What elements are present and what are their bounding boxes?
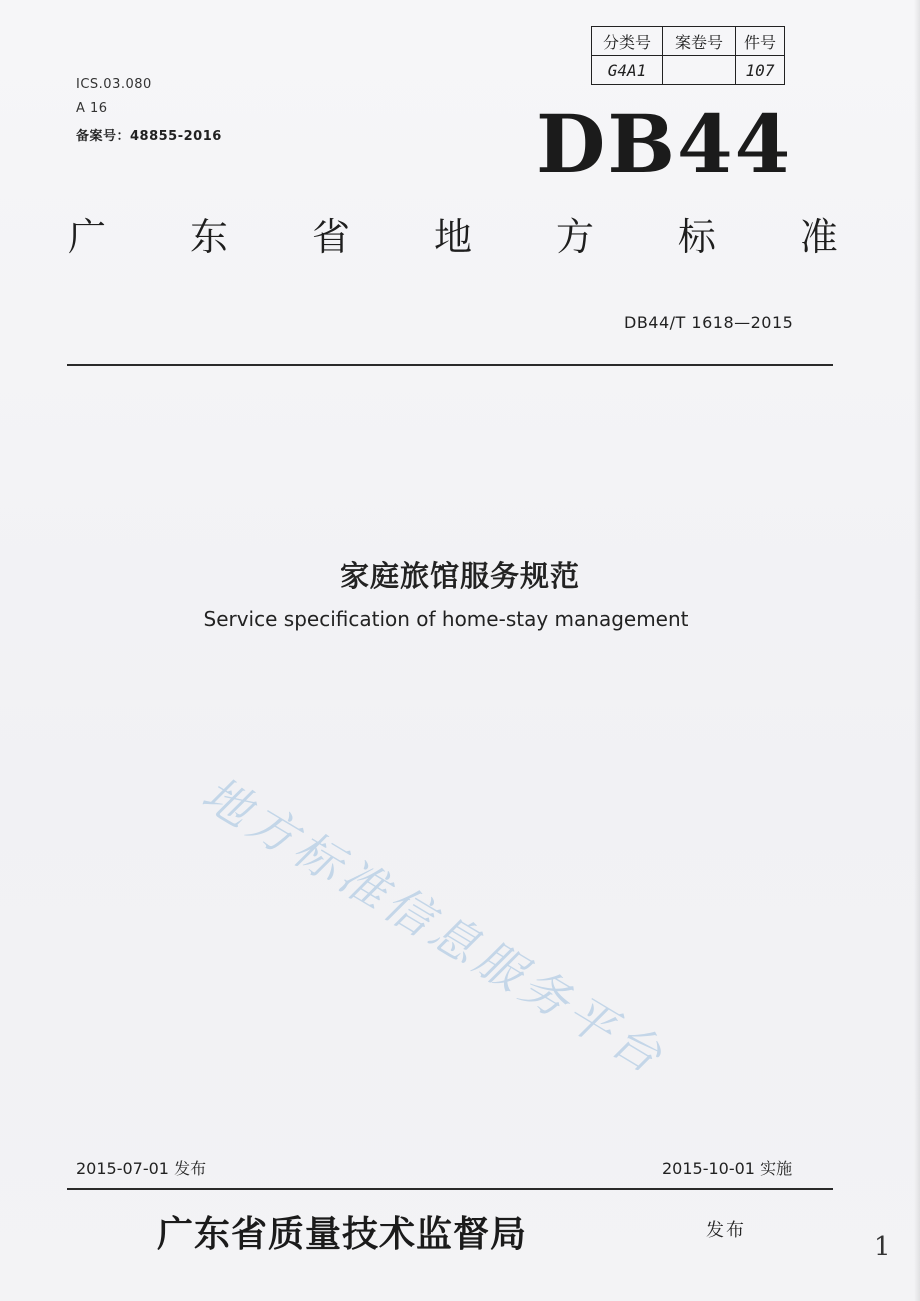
ics-code: ICS.03.080: [76, 77, 152, 92]
standard-type-char: 省: [311, 215, 350, 259]
standard-type-char: 地: [433, 215, 472, 259]
record-number: 备案号：48855-2016: [76, 129, 222, 144]
publish-date: 2015-07-01 发布: [76, 1159, 207, 1178]
standard-type: [68, 215, 838, 259]
title-chinese: 家庭旅馆服务规范: [339, 559, 580, 593]
standard-type-char: 东: [189, 215, 228, 259]
standard-type-char: 标: [677, 215, 716, 259]
watermark: 地方标准信息服务平台: [192, 766, 676, 1087]
classification-code: A 16: [76, 101, 108, 116]
top-divider: [67, 364, 833, 366]
implement-date: 2015-10-01 实施: [662, 1159, 793, 1178]
issuer-name: 广东省质量技术监督局: [157, 1213, 528, 1255]
bottom-divider: [67, 1188, 833, 1190]
scan-edge: [914, 0, 920, 1301]
archive-value-category: G4A1: [592, 56, 663, 85]
archive-value-file: [663, 56, 736, 85]
db-mark: DB44: [536, 97, 793, 191]
archive-value-row: [592, 56, 785, 85]
issuer-suffix: 发布: [706, 1220, 746, 1241]
standard-type-char: 广: [68, 215, 107, 259]
archive-stamp-table: [591, 26, 785, 85]
archive-header-category: 分类号: [592, 27, 663, 56]
standard-code: DB44/T 1618—2015: [624, 313, 794, 332]
standard-type-char: 方: [555, 215, 594, 259]
title-english: Service specification of home-stay management: [203, 607, 689, 631]
archive-value-item: 107: [736, 56, 785, 85]
archive-header-file: 案卷号: [663, 27, 736, 56]
standard-type-char: 准: [799, 215, 838, 259]
page-number: 1: [874, 1232, 891, 1262]
archive-header-item: 件号: [736, 27, 785, 56]
archive-header-row: [592, 27, 785, 56]
